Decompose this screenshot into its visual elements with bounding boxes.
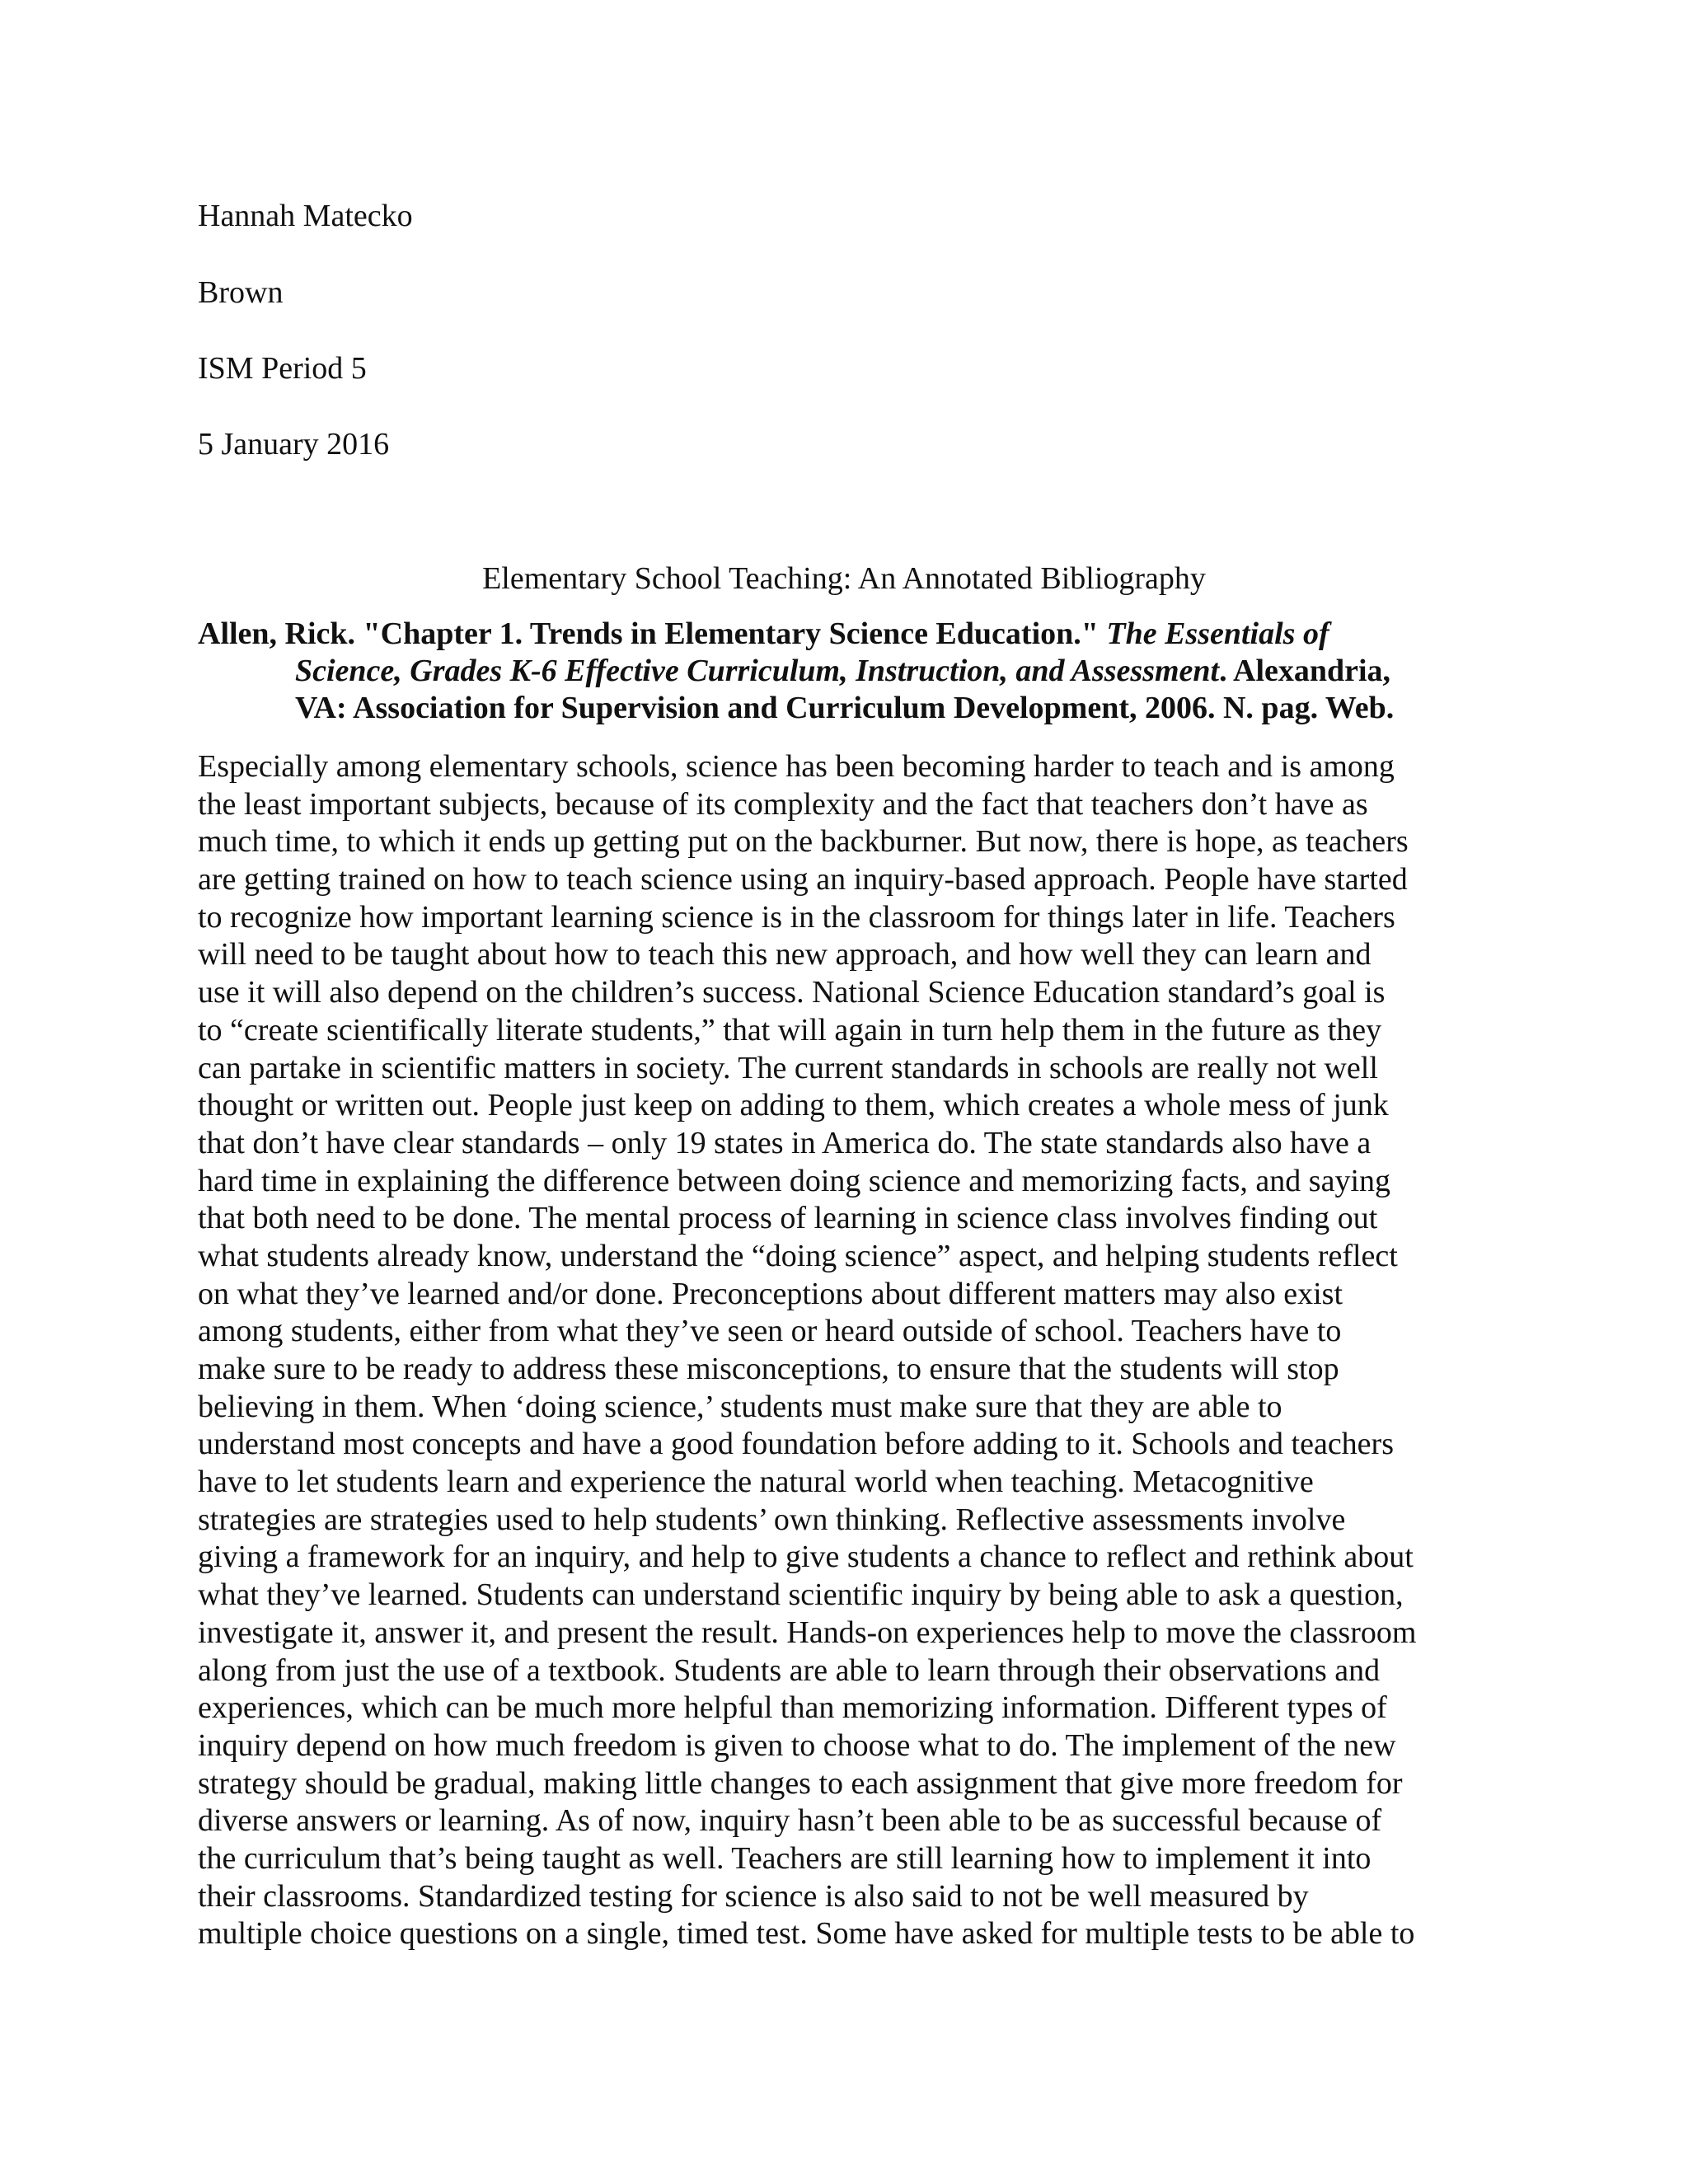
annotation-line: strategy should be gradual, making little changes to each assignment that give more freedom for — [198, 1765, 1403, 1801]
annotation-line: what they’ve learned. Students can understand scientific inquiry by being able to ask a question, — [198, 1577, 1404, 1613]
annotation-line: the least important subjects, because of its complexity and the fact that teachers don’t have as — [198, 786, 1368, 822]
annotation-line: among students, either from what they’ve seen or heard outside of school. Teachers have to — [198, 1314, 1342, 1349]
annotation-line: much time, to which it ends up getting put on the backburner. But now, there is hope, as teachers — [198, 824, 1409, 860]
annotation-line: have to let students learn and experience the natural world when teaching. Metacognitive — [198, 1465, 1314, 1500]
annotation-line: along from just the use of a textbook. Students are able to learn through their observations and — [198, 1652, 1381, 1688]
class-period: ISM Period 5 — [198, 351, 367, 386]
citation-line-2 — [198, 653, 1484, 690]
annotation-line: understand most concepts and have a good foundation before adding to it. Schools and teachers — [198, 1427, 1394, 1462]
citation-book-title-part-1: The Essentials of — [1106, 616, 1329, 651]
annotation-line: hard time in explaining the difference between doing science and memorizing facts, and saying — [198, 1163, 1391, 1198]
annotation-line: believing in them. When ‘doing science,’ students must make sure that they are able to — [198, 1389, 1282, 1424]
citation-author-chapter: Allen, Rick. "Chapter 1. Trends in Elementary Science Education." — [198, 616, 1107, 651]
student-name: Hannah Matecko — [198, 199, 413, 233]
annotation-line: thought or written out. People just keep on adding to them, which creates a whole mess of junk — [198, 1088, 1389, 1123]
annotation-line: inquiry depend on how much freedom is given to choose what to do. The implement of the new — [198, 1727, 1396, 1763]
annotation-line: make sure to be ready to address these misconceptions, to ensure that the students will stop — [198, 1352, 1339, 1386]
annotation-line: to “create scientifically literate students,” that will again in turn help them in the future as they — [198, 1012, 1382, 1047]
annotation-paragraph — [198, 748, 1484, 1953]
annotation-line: strategies are strategies used to help students’ own thinking. Reflective assessments involve — [198, 1502, 1346, 1537]
document-title: Elementary School Teaching: An Annotated Bibliography — [482, 561, 1206, 596]
annotation-line: the curriculum that’s being taught as well. Teachers are still learning how to implement it into — [198, 1840, 1372, 1876]
annotation-line: that don’t have clear standards – only 19 states in America do. The state standards also have a — [198, 1125, 1372, 1160]
citation-line-3 — [198, 690, 1484, 727]
citation-book-title-part-2: Science, Grades K-6 Effective Curriculum, Instruction, and Assessment — [295, 654, 1220, 688]
annotation-line: diverse answers or learning. As of now, inquiry hasn’t been able to be as successful because of — [198, 1803, 1382, 1839]
annotation-line: giving a framework for an inquiry, and help to give students a chance to reflect and rethink about — [198, 1540, 1414, 1575]
document-date: 5 January 2016 — [198, 427, 390, 462]
annotation-line: on what they’ve learned and/or done. Preconceptions about different matters may also exist — [198, 1276, 1343, 1311]
annotation-line: that both need to be done. The mental process of learning in science class involves finding out — [198, 1201, 1378, 1236]
annotation-line: use it will also depend on the children’s success. National Science Education standard’s goal is — [198, 975, 1386, 1010]
annotation-line: can partake in scientific matters in society. The current standards in schools are really not well — [198, 1050, 1378, 1085]
citation-place-part-1: . Alexandria, — [1219, 654, 1391, 688]
annotation-line: investigate it, answer it, and present the result. Hands-on experiences help to move the classroom — [198, 1615, 1417, 1650]
annotation-line: their classrooms. Standardized testing for science is also said to not be well measured by — [198, 1878, 1309, 1914]
annotation-line: are getting trained on how to teach science using an inquiry-based approach. People have started — [198, 862, 1408, 898]
annotation-line: multiple choice questions on a single, timed test. Some have asked for multiple tests to be able to — [198, 1916, 1415, 1952]
citation-entry — [198, 616, 1484, 727]
annotation-line: to recognize how important learning science is in the classroom for things later in life. Teachers — [198, 899, 1395, 935]
annotation-line: will need to be taught about how to teach this new approach, and how well they can learn and — [198, 937, 1372, 972]
citation-publisher: VA: Association for Supervision and Curriculum Development, 2006. N. pag. Web. — [295, 691, 1395, 725]
annotation-line: Especially among elementary schools, science has been becoming harder to teach and is among — [198, 749, 1395, 784]
annotation-line: what students already know, understand the “doing science” aspect, and helping students reflect — [198, 1238, 1398, 1273]
citation-line-1 — [198, 616, 1484, 653]
annotation-line: experiences, which can be much more helpful than memorizing information. Different types of — [198, 1690, 1387, 1726]
teacher-name: Brown — [198, 275, 284, 310]
